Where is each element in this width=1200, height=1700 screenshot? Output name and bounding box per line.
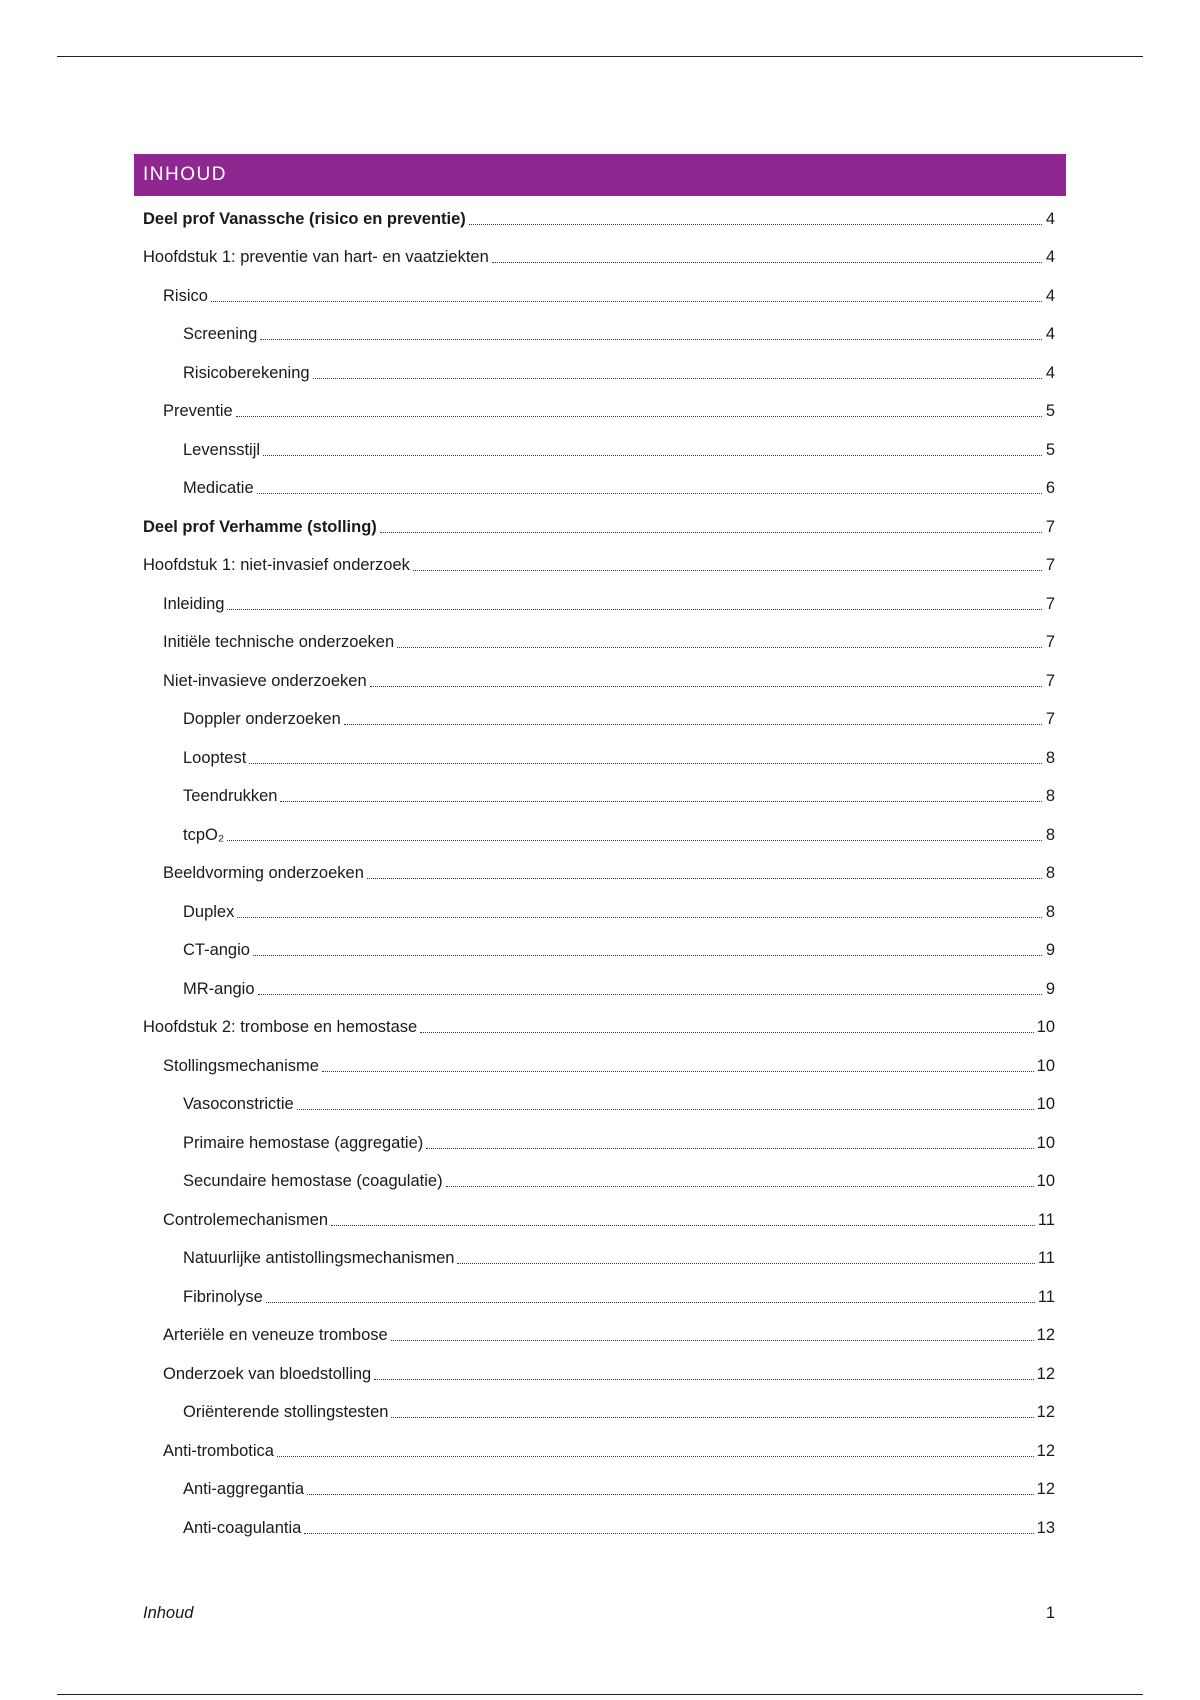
toc-entry-page: 12 <box>1036 1403 1055 1422</box>
toc-entry[interactable] <box>143 1317 1055 1356</box>
toc-entry-label: Vasoconstrictie <box>183 1095 294 1114</box>
toc-entry-label: Anti-trombotica <box>163 1441 274 1460</box>
toc-entry[interactable] <box>143 1201 1055 1240</box>
toc-entry-page: 10 <box>1036 1056 1055 1075</box>
toc-entry[interactable] <box>143 1432 1055 1471</box>
toc-dot-leader <box>236 416 1042 417</box>
toc-dot-leader <box>331 1225 1035 1226</box>
toc-entry-page: 4 <box>1045 363 1055 382</box>
toc-dot-leader <box>227 609 1042 610</box>
toc-entry[interactable] <box>143 1355 1055 1394</box>
toc-dot-leader <box>374 1379 1033 1380</box>
toc-entry[interactable] <box>143 739 1055 778</box>
toc-entry[interactable] <box>143 1278 1055 1317</box>
toc-dot-leader <box>367 878 1042 879</box>
toc-entry-page: 8 <box>1045 748 1055 767</box>
toc-entry[interactable] <box>143 200 1055 239</box>
toc-entry-page: 4 <box>1045 209 1055 228</box>
toc-entry-page: 11 <box>1037 1249 1055 1268</box>
toc-entry-label: Inleiding <box>163 594 225 613</box>
toc-entry[interactable] <box>143 1471 1055 1510</box>
toc-entry[interactable] <box>143 662 1055 701</box>
toc-dot-leader <box>457 1263 1034 1264</box>
toc-dot-leader <box>370 686 1042 687</box>
toc-dot-leader <box>258 994 1042 995</box>
toc-entry[interactable] <box>143 970 1055 1009</box>
footer-section-title: Inhoud <box>143 1604 194 1622</box>
toc-entry-label: MR-angio <box>183 979 255 998</box>
toc-entry-label: Medicatie <box>183 479 254 498</box>
toc-dot-leader <box>313 378 1042 379</box>
toc-entry-label: Risicoberekening <box>183 363 310 382</box>
toc-entry[interactable] <box>143 624 1055 663</box>
toc-entry-page: 6 <box>1045 479 1055 498</box>
toc-dot-leader <box>446 1186 1034 1187</box>
toc-entry[interactable] <box>143 701 1055 740</box>
toc-entry-page: 7 <box>1045 671 1055 690</box>
toc-entry-label: tcpO₂ <box>183 825 225 844</box>
toc-entry-page: 8 <box>1045 787 1055 806</box>
toc-heading: INHOUD <box>134 154 1066 196</box>
toc-dot-leader <box>469 224 1042 225</box>
toc-entry[interactable] <box>143 1163 1055 1202</box>
toc-entry-label: Hoofdstuk 2: trombose en hemostase <box>143 1018 418 1037</box>
toc-entry-label: Teendrukken <box>183 787 278 806</box>
toc-entry[interactable] <box>143 1009 1055 1048</box>
toc-dot-leader <box>391 1340 1034 1341</box>
toc-entry-label: Deel prof Vanassche (risico en preventie) <box>143 209 466 228</box>
toc-entry-label: Anti-aggregantia <box>183 1480 305 1499</box>
toc-entry-page: 8 <box>1045 902 1055 921</box>
toc-entry[interactable] <box>143 855 1055 894</box>
toc-entry-page: 7 <box>1045 556 1055 575</box>
toc-entry-page: 11 <box>1037 1287 1055 1306</box>
toc-entry-page: 12 <box>1036 1441 1055 1460</box>
toc-entry-label: Screening <box>183 325 258 344</box>
table-of-contents <box>143 200 1055 1548</box>
toc-entry[interactable] <box>143 893 1055 932</box>
toc-entry[interactable] <box>143 1124 1055 1163</box>
toc-entry-page: 12 <box>1036 1480 1055 1499</box>
toc-entry[interactable] <box>143 508 1055 547</box>
toc-dot-leader <box>227 840 1042 841</box>
toc-entry-page: 7 <box>1045 517 1055 536</box>
toc-entry[interactable] <box>143 277 1055 316</box>
toc-entry[interactable] <box>143 932 1055 971</box>
toc-entry-page: 13 <box>1036 1518 1055 1537</box>
toc-entry-label: Fibrinolyse <box>183 1287 263 1306</box>
toc-entry-label: Preventie <box>163 402 233 421</box>
toc-dot-leader <box>249 763 1042 764</box>
toc-dot-leader <box>260 339 1042 340</box>
toc-dot-leader <box>391 1417 1033 1418</box>
footer-page-number: 1 <box>1045 1604 1055 1622</box>
bottom-rule <box>57 1694 1143 1695</box>
toc-entry-page: 4 <box>1045 325 1055 344</box>
toc-dot-leader <box>307 1494 1034 1495</box>
toc-entry-page: 8 <box>1045 825 1055 844</box>
toc-entry-label: CT-angio <box>183 941 250 960</box>
toc-dot-leader <box>426 1148 1033 1149</box>
toc-entry[interactable] <box>143 1086 1055 1125</box>
toc-entry[interactable] <box>143 585 1055 624</box>
toc-entry-label: Beeldvorming onderzoeken <box>163 864 364 883</box>
top-rule <box>57 56 1143 57</box>
toc-entry[interactable] <box>143 778 1055 817</box>
toc-entry-page: 7 <box>1045 594 1055 613</box>
toc-entry-page: 11 <box>1037 1210 1055 1229</box>
toc-entry-label: Doppler onderzoeken <box>183 710 341 729</box>
toc-entry-label: Controlemechanismen <box>163 1210 329 1229</box>
toc-entry-label: Natuurlijke antistollingsmechanismen <box>183 1249 455 1268</box>
toc-entry-page: 10 <box>1036 1172 1055 1191</box>
toc-dot-leader <box>211 301 1042 302</box>
toc-entry-page: 12 <box>1036 1326 1055 1345</box>
toc-entry-label: Duplex <box>183 902 235 921</box>
toc-entry-label: Hoofdstuk 1: niet-invasief onderzoek <box>143 556 410 575</box>
toc-entry[interactable] <box>143 1394 1055 1433</box>
toc-entry-label: Anti-coagulantia <box>183 1518 302 1537</box>
toc-entry-page: 9 <box>1045 979 1055 998</box>
toc-entry[interactable] <box>143 393 1055 432</box>
toc-dot-leader <box>397 647 1042 648</box>
toc-entry[interactable] <box>143 1240 1055 1279</box>
toc-entry[interactable] <box>143 547 1055 586</box>
toc-entry-label: Hoofdstuk 1: preventie van hart- en vaatziekten <box>143 248 489 267</box>
toc-dot-leader <box>277 1456 1034 1457</box>
toc-entry-label: Risico <box>163 286 208 305</box>
toc-entry-label: Primaire hemostase (aggregatie) <box>183 1133 424 1152</box>
toc-entry-page: 10 <box>1036 1095 1055 1114</box>
toc-dot-leader <box>297 1109 1034 1110</box>
toc-entry-label: Deel prof Verhamme (stolling) <box>143 517 377 536</box>
toc-entry-label: Looptest <box>183 748 247 767</box>
toc-entry[interactable] <box>143 354 1055 393</box>
toc-entry-label: Niet-invasieve onderzoeken <box>163 671 367 690</box>
toc-entry-label: Levensstijl <box>183 440 261 459</box>
toc-entry-page: 5 <box>1045 440 1055 459</box>
toc-dot-leader <box>420 1032 1033 1033</box>
toc-entry-page: 8 <box>1045 864 1055 883</box>
toc-dot-leader <box>344 724 1042 725</box>
toc-entry-label: Arteriële en veneuze trombose <box>163 1326 388 1345</box>
toc-entry-label: Secundaire hemostase (coagulatie) <box>183 1172 443 1191</box>
toc-dot-leader <box>380 532 1042 533</box>
toc-entry-page: 4 <box>1045 248 1055 267</box>
toc-entry-page: 10 <box>1036 1133 1055 1152</box>
toc-dot-leader <box>263 455 1042 456</box>
toc-entry-label: Oriënterende stollingstesten <box>183 1403 389 1422</box>
toc-entry[interactable] <box>143 1509 1055 1548</box>
toc-entry-label: Stollingsmechanisme <box>163 1056 319 1075</box>
toc-dot-leader <box>266 1302 1035 1303</box>
toc-entry-page: 10 <box>1036 1018 1055 1037</box>
toc-dot-leader <box>492 262 1042 263</box>
toc-dot-leader <box>322 1071 1034 1072</box>
toc-dot-leader <box>237 917 1042 918</box>
toc-entry[interactable] <box>143 431 1055 470</box>
toc-dot-leader <box>280 801 1042 802</box>
toc-entry-page: 4 <box>1045 286 1055 305</box>
toc-dot-leader <box>257 493 1042 494</box>
toc-entry-page: 5 <box>1045 402 1055 421</box>
toc-entry[interactable] <box>143 470 1055 509</box>
toc-entry[interactable] <box>143 239 1055 278</box>
toc-entry-page: 9 <box>1045 941 1055 960</box>
toc-entry-label: Onderzoek van bloedstolling <box>163 1364 372 1383</box>
toc-entry[interactable] <box>143 1047 1055 1086</box>
toc-entry-page: 12 <box>1036 1364 1055 1383</box>
toc-entry-page: 7 <box>1045 710 1055 729</box>
toc-dot-leader <box>304 1533 1033 1534</box>
toc-entry[interactable] <box>143 316 1055 355</box>
toc-dot-leader <box>413 570 1042 571</box>
toc-entry-page: 7 <box>1045 633 1055 652</box>
toc-entry-label: Initiële technische onderzoeken <box>163 633 395 652</box>
toc-dot-leader <box>253 955 1042 956</box>
toc-entry[interactable] <box>143 816 1055 855</box>
